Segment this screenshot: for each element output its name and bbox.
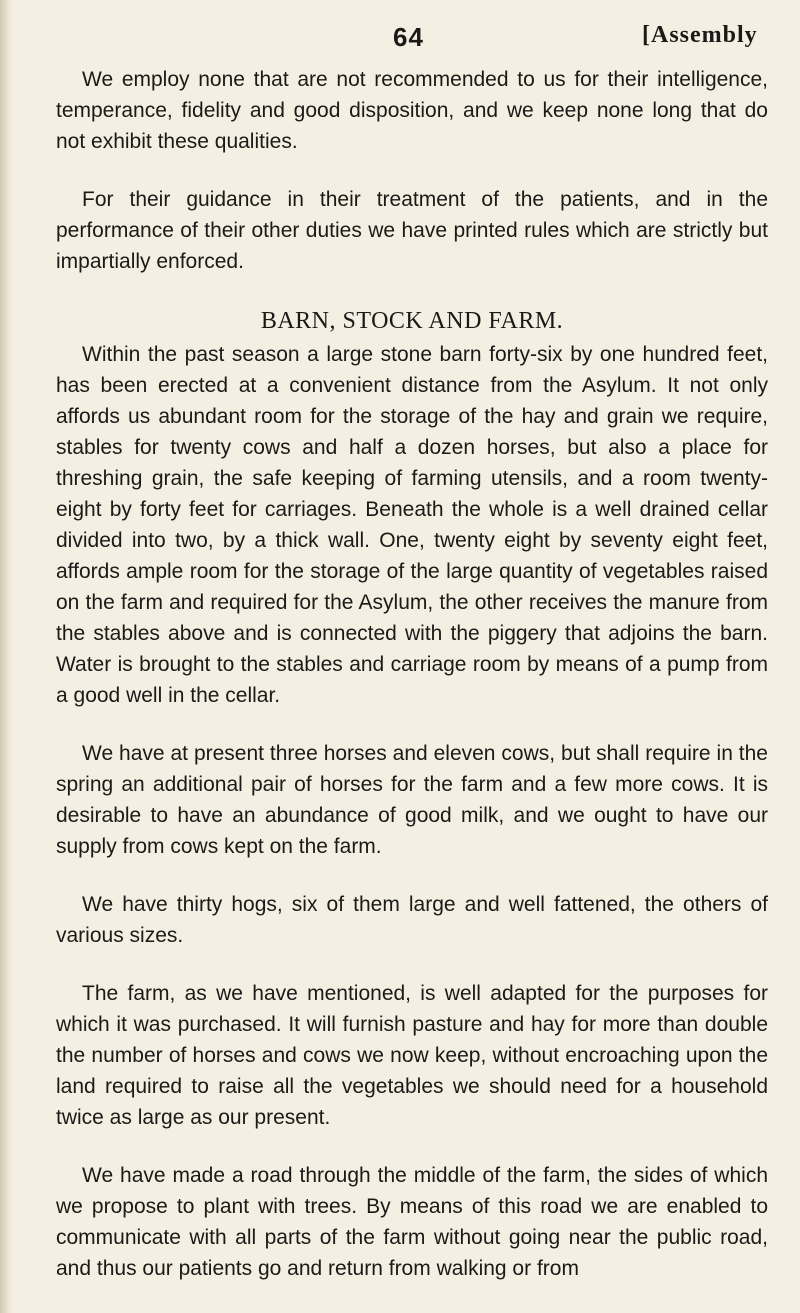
body-text [56,64,768,1284]
paragraph-hogs: We have thirty hogs, six of them large and well fattened, the others of various sizes. [56,893,768,947]
section-heading: BARN, STOCK AND FARM. [260,308,564,334]
paragraph-horses-cows: We have at present three horses and eleven cows, but shall require in the spring an additional pair of horses for the farm and a few more cows. It is desirable to have an abundance of good milk, and we ought to have our supply from cows kept on the farm. [56,742,768,858]
running-head: [Assembly [642,22,758,48]
page-number: 64 [393,22,424,52]
paragraph-printed-rules: For their guidance in their treatment of the patients, and in the performance of their other duties we have printed rules which are strictly but impartially enforced. [56,188,768,273]
paragraph-staff-qualities: We employ none that are not recommended to us for their intelligence, temperance, fidelity and good disposition, and we keep none long that do not exhibit these qualities. [56,68,768,153]
paragraph-barn-description: Within the past season a large stone barn forty-six by one hundred feet, has been erected at a convenient distance from the Asylum. It not only affords us abundant room for the storage of the hay and grain we require, stables for twenty cows and half a dozen horses, but also a place for threshing grain, the safe keeping of farming utensils, and a room twenty-eight by forty feet for carriages. Beneath the whole is a well drained cellar divided into two, by a thick wall. One, twenty eight by seventy eight feet, affords ample room for the storage of the large quantity of vegetables raised on the farm and required for the Asylum, the other receives the manure from the stables above and is connected with the piggery that adjoins the barn. Water is brought to the stables and carriage room by means of a pump from a good well in the cellar. [56,343,768,707]
paragraph-farm-road: We have made a road through the middle of the farm, the sides of which we propose to plant with trees. By means of this road we are enabled to communicate with all parts of the farm without going near the public road, and thus our patients go and return from walking or from [56,1164,768,1280]
paragraph-farm-adapted: The farm, as we have mentioned, is well adapted for the purposes for which it was purchased. It will furnish pasture and hay for more than double the number of horses and cows we now keep, without encroaching upon the land required to raise all the vegetables we should need for a household twice as large as our present. [56,982,768,1129]
page-header [0,20,800,60]
page-binding-edge [0,0,14,1313]
